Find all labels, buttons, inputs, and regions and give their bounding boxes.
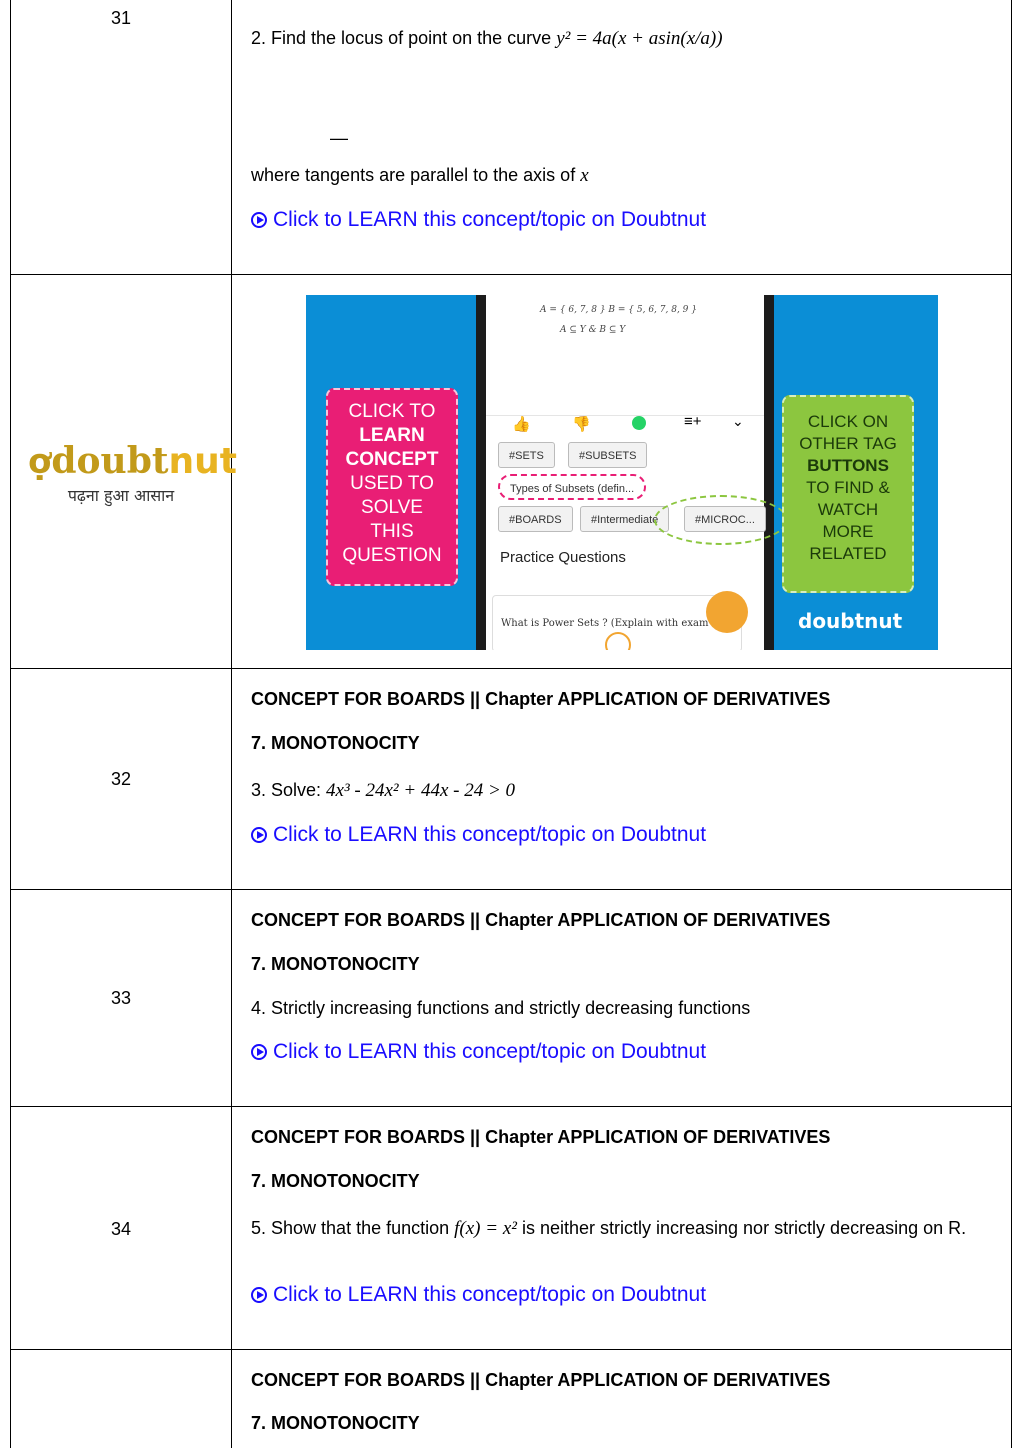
phone-mockup — [476, 295, 774, 650]
play-circle-icon — [251, 1044, 267, 1060]
learn-link-label: Click to LEARN this concept/topic on Doubtnut — [273, 208, 707, 231]
concept-heading: CONCEPT FOR BOARDS || Chapter APPLICATION OF DERIVATIVES — [251, 1370, 831, 1390]
callout-line: MORE — [822, 522, 874, 541]
callout-line: OTHER TAG — [799, 434, 897, 453]
related-tags-callout — [782, 395, 914, 593]
callout-line: CLICK TO — [348, 401, 436, 422]
tag-chip[interactable]: #BOARDS — [498, 506, 573, 532]
whatsapp-icon[interactable] — [632, 416, 646, 430]
play-circle-icon — [251, 212, 267, 228]
notebook-line: A ⊆ Y & B ⊆ Y — [560, 325, 626, 335]
callout-line: RELATED — [809, 544, 887, 563]
promo-banner[interactable] — [306, 295, 938, 650]
thumbs-up-icon[interactable]: 👍 — [512, 416, 531, 433]
question-number: 34 — [110, 1219, 132, 1239]
tag-chip[interactable]: #MICROC... — [684, 506, 766, 532]
tag-chip[interactable]: #SETS — [498, 442, 555, 468]
table-border-right — [1011, 0, 1012, 1448]
concept-heading: CONCEPT FOR BOARDS || Chapter APPLICATION OF DERIVATIVES — [251, 910, 831, 930]
concept-heading: CONCEPT FOR BOARDS || Chapter APPLICATION OF DERIVATIVES — [251, 1127, 831, 1147]
question-prefix: 3. Solve: — [251, 780, 327, 800]
callout-line: LEARN — [359, 425, 425, 446]
callout-line: SOLVE — [361, 497, 423, 518]
question-number: 33 — [110, 988, 132, 1008]
question-formula: y² = 4a(x + asin(x/a)) — [556, 28, 723, 49]
practice-question-card[interactable] — [492, 595, 742, 650]
learn-concept-link[interactable] — [251, 823, 706, 846]
learn-concept-link[interactable] — [251, 1283, 706, 1306]
topic-heading: 7. MONOTONOCITY — [251, 733, 420, 753]
row-divider — [10, 274, 1012, 275]
question-text: 4. Strictly increasing functions and strictly decreasing functions — [251, 998, 751, 1018]
callout-line: CLICK ON — [807, 412, 889, 431]
learn-link-row — [251, 1040, 996, 1064]
question-formula: 4x³ - 24x² + 44x - 24 > 0 — [326, 780, 516, 801]
learn-link-row — [251, 823, 996, 847]
doubtnut-d-icon: ợ — [28, 442, 52, 482]
callout-line: QUESTION — [342, 545, 442, 566]
question-formula: f(x) = x² — [454, 1218, 517, 1239]
question-suffix: is neither strictly increasing nor strictly decreasing on R. — [516, 1218, 967, 1238]
topic-heading: 7. MONOTONOCITY — [251, 954, 420, 974]
learn-link-label: Click to LEARN this concept/topic on Doubtnut — [273, 1283, 707, 1306]
callout-line: BUTTONS — [807, 456, 889, 475]
camera-icon[interactable] — [706, 591, 748, 633]
question-prefix: 5. Show that the function — [251, 1218, 455, 1238]
row-divider — [10, 1349, 1012, 1350]
callout-line: TO FIND & — [806, 478, 890, 497]
notebook-line: A = { 6, 7, 8 } B = { 5, 6, 7, 8, 9 } — [540, 305, 697, 315]
practice-question-text: What is Power Sets ? (Explain with exam — [501, 618, 709, 629]
phone-screen — [486, 295, 764, 650]
row-divider — [10, 668, 1012, 669]
callout-line: CONCEPT — [345, 449, 439, 470]
play-circle-icon — [251, 1287, 267, 1303]
variable-x: x — [580, 165, 589, 186]
question-continuation — [251, 165, 996, 187]
concept-heading: CONCEPT FOR BOARDS || Chapter APPLICATION OF DERIVATIVES — [251, 689, 831, 709]
thumbs-down-icon[interactable]: 👎 — [572, 416, 591, 433]
play-circle-icon — [251, 827, 267, 843]
row-divider — [10, 889, 1012, 890]
logo-wordmark — [28, 440, 237, 482]
chevron-down-icon[interactable]: ⌄ — [732, 413, 744, 429]
callout-line: WATCH — [817, 500, 879, 519]
question-number: 32 — [110, 769, 132, 789]
tag-chip[interactable]: #Intermediate — [580, 506, 669, 532]
learn-concept-callout — [326, 388, 458, 586]
logo-word-doubt: doubt — [51, 440, 169, 482]
fraction-dash: — — [330, 128, 348, 148]
highlighted-concept-tag[interactable]: Types of Subsets (defin... — [498, 474, 646, 500]
question-text — [251, 28, 996, 50]
callout-line: THIS — [370, 521, 414, 542]
banner-brand-logo: doubtnut — [798, 609, 903, 633]
question-text — [251, 780, 996, 802]
topic-heading: 7. MONOTONOCITY — [251, 1413, 420, 1433]
learn-link-row — [251, 1283, 996, 1307]
learn-concept-link[interactable] — [251, 1040, 706, 1063]
tag-chip[interactable]: #SUBSETS — [568, 442, 647, 468]
row-divider — [10, 1106, 1012, 1107]
logo-tagline: पढ़ना हुआ आसान — [67, 486, 175, 505]
learn-concept-link[interactable] — [251, 208, 706, 231]
learn-link-row — [251, 208, 996, 232]
learn-link-label: Click to LEARN this concept/topic on Doubtnut — [273, 823, 707, 846]
tag-highlight-ring — [654, 495, 788, 545]
learn-link-label: Click to LEARN this concept/topic on Doubtnut — [273, 1040, 707, 1063]
callout-line: USED TO — [350, 473, 434, 494]
logo-word-nut: nut — [168, 441, 237, 482]
question-suffix: where tangents are parallel to the axis of — [251, 165, 581, 185]
practice-questions-heading: Practice Questions — [500, 549, 626, 566]
add-to-playlist-icon[interactable]: ≡+ — [684, 413, 702, 430]
question-number: 31 — [110, 8, 132, 28]
question-text — [251, 1217, 996, 1240]
topic-heading: 7. MONOTONOCITY — [251, 1171, 420, 1191]
question-prefix: 2. Find the locus of point on the curve — [251, 28, 557, 48]
play-icon[interactable] — [605, 632, 631, 650]
